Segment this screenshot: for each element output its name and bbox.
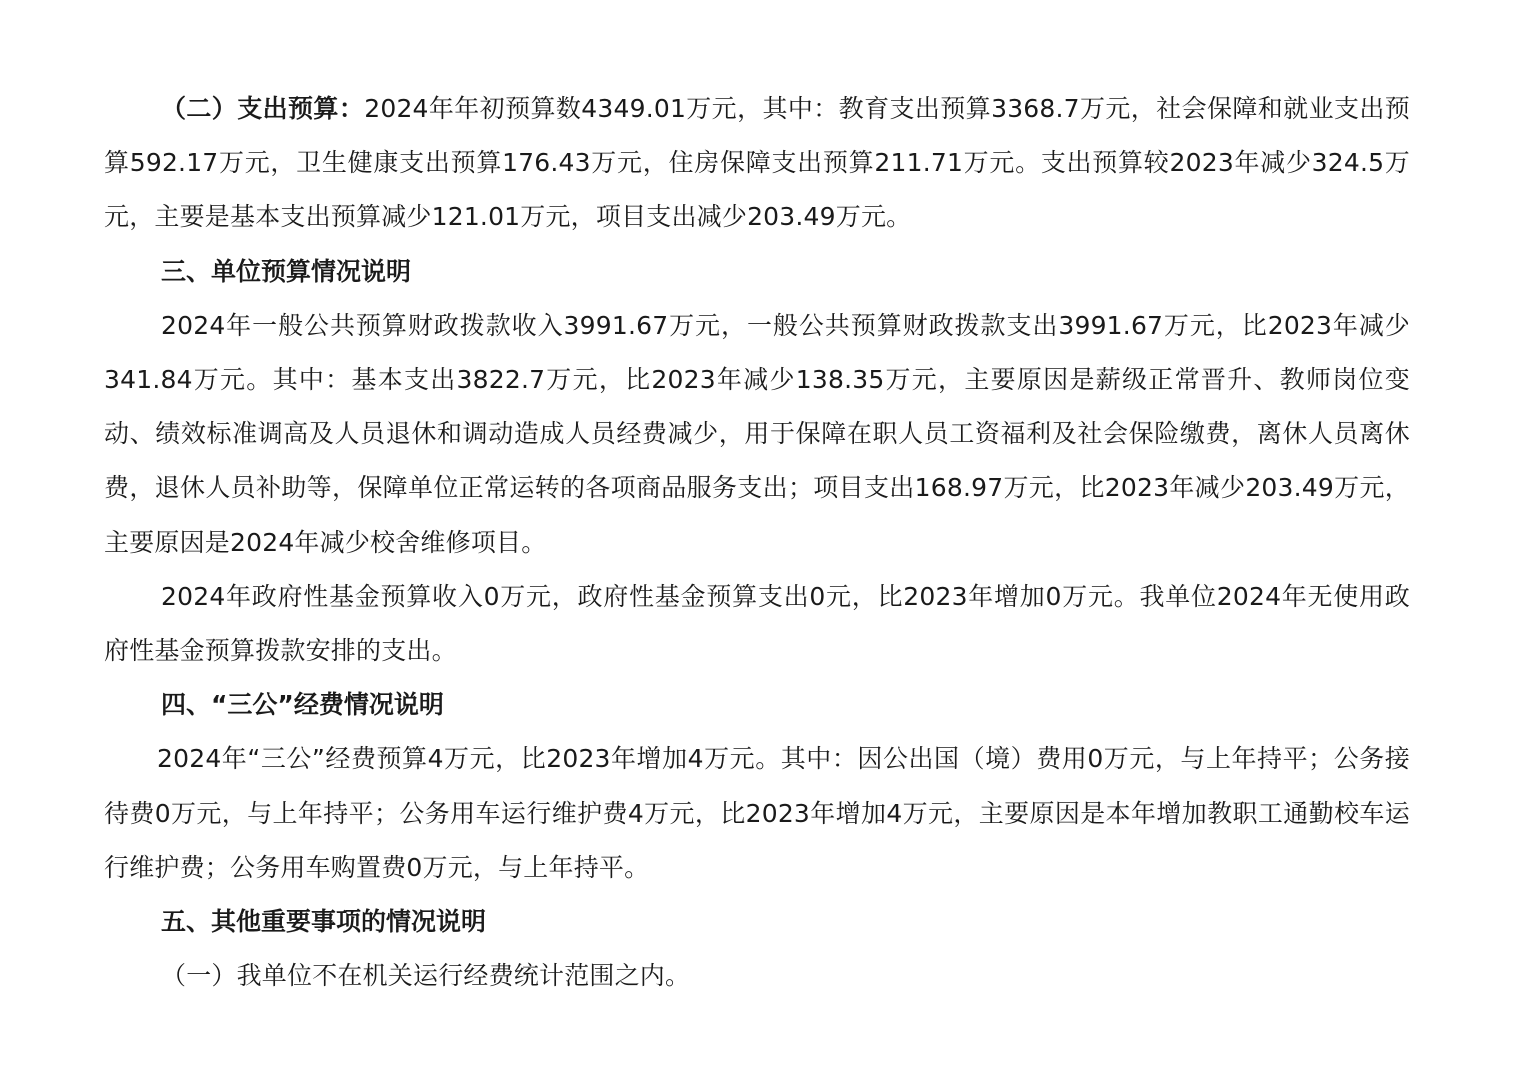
expense-budget-paragraph xyxy=(104,82,1410,245)
expense-budget-lead: （二）支出预算： xyxy=(161,94,365,123)
document-page xyxy=(104,82,1410,1003)
section-3-paragraph-2: 2024年政府性基金预算收入0万元，政府性基金预算支出0元，比2023年增加0万元。我单位2024年无使用政府性基金预算拨款安排的支出。 xyxy=(104,581,1410,666)
section-5-heading: 五、其他重要事项的情况说明 xyxy=(161,907,487,937)
section-5-paragraph-1: （一）我单位不在机关运行经费统计范围之内。 xyxy=(161,961,691,991)
section-3-paragraph-1: 2024年一般公共预算财政拨款收入3991.67万元，一般公共预算财政拨款支出3991.67万元，比2023年减少341.84万元。其中：基本支出3822.7万元，比2023年减少138.35万元，主要原因是薪级正常晋升、教师岗位变动、绩效标准调高及人员退休和调动造成人员经费减少，用于保障在职人员工资福利及社会保险缴费，离休人员离休费，退休人员补助等，保障单位正常运转的各项商品服务支出；项目支出168.97万元，比2023年减少203.49万元，主要原因是2024年减少校舍维修项目。 xyxy=(104,310,1410,557)
section-4-heading: 四、“三公”经费情况说明 xyxy=(161,690,444,720)
section-4-paragraph-1: 2024年“三公”经费预算4万元，比2023年增加4万元。其中：因公出国（境）费用0万元，与上年持平；公务接待费0万元，与上年持平；公务用车运行维护费4万元，比2023年增加4万元，主要原因是本年增加教职工通勤校车运行维护费；公务用车购置费0万元，与上年持平。 xyxy=(104,744,1410,882)
expense-budget-text: 2024年年初预算数4349.01万元，其中：教育支出预算3368.7万元，社会保障和就业支出预算592.17万元，卫生健康支出预算176.43万元，住房保障支出预算211.71万元。支出预算较2023年减少324.5万元，主要是基本支出预算减少121.01万元，项目支出减少203.49万元。 xyxy=(104,94,1410,232)
section-3-heading: 三、单位预算情况说明 xyxy=(161,256,412,286)
